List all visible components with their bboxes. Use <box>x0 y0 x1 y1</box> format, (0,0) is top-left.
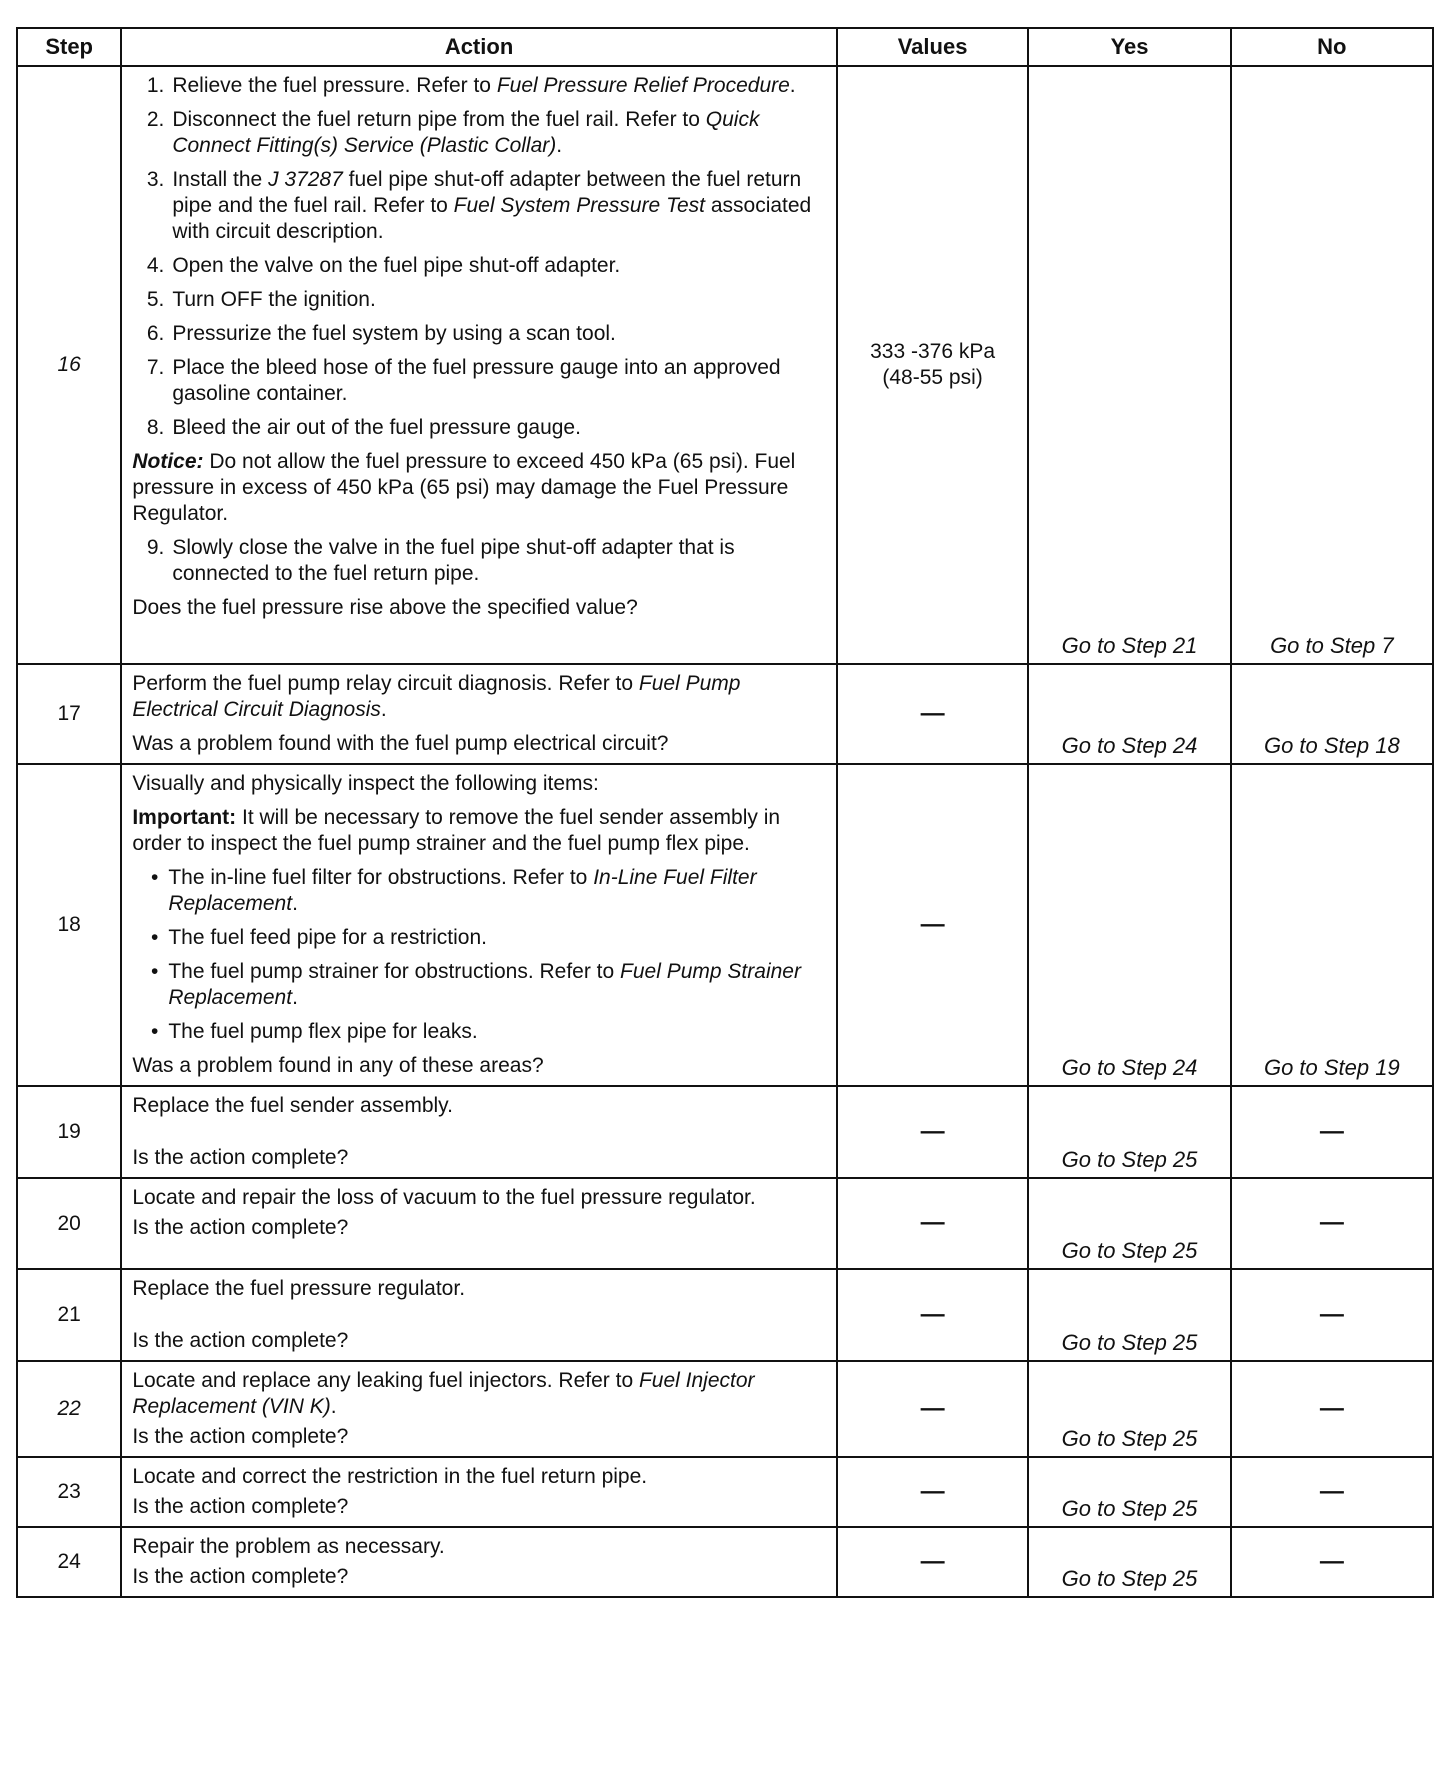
value-cell <box>837 764 1029 1086</box>
no-dash: — <box>1319 1394 1344 1422</box>
no-link[interactable]: Go to Step 19 <box>1231 764 1433 1086</box>
yes-link[interactable]: Go to Step 25 <box>1028 1457 1230 1527</box>
yes-link[interactable]: Go to Step 24 <box>1028 764 1230 1086</box>
question: Is the action complete? <box>132 1425 349 1448</box>
header-row <box>17 28 1433 66</box>
item-number: 5. <box>146 288 165 311</box>
value-dash: — <box>920 1547 945 1575</box>
table-row <box>17 1178 1433 1269</box>
table-row <box>17 1269 1433 1361</box>
list-item <box>132 73 827 99</box>
no-link[interactable]: Go to Step 7 <box>1231 66 1433 664</box>
important-label: Important: <box>132 806 237 829</box>
step-number: 24 <box>17 1527 121 1597</box>
item-number: 8. <box>146 416 165 439</box>
list-item <box>132 959 827 1011</box>
item-text: Relieve the fuel pressure. Refer to <box>172 74 497 97</box>
inspection-list <box>132 865 827 1045</box>
value-psi: (48-55 psi) <box>882 366 983 389</box>
step-number: 22 <box>17 1361 121 1457</box>
value-cell <box>837 664 1029 764</box>
item-text: Perform the fuel pump relay circuit diagnosis. Refer to <box>132 672 639 695</box>
tool-reference: J 37287 <box>268 168 343 191</box>
list-item <box>132 535 827 587</box>
item-text: Locate and replace any leaking fuel injectors. Refer to <box>132 1369 639 1392</box>
list-item <box>132 107 827 159</box>
action-cell <box>121 1457 836 1527</box>
list-item <box>132 167 827 245</box>
procedure-reference: Fuel Pump Electrical Circuit Diagnosis <box>132 672 741 721</box>
procedure-reference: Fuel System Pressure Test <box>453 194 705 217</box>
no-cell <box>1231 1527 1433 1597</box>
item-text: Slowly close the valve in the fuel pipe shut-off adapter that is connected to the fuel return pipe. <box>172 536 735 585</box>
item-text: Disconnect the fuel return pipe from the fuel rail. Refer to <box>172 108 706 131</box>
value-cell <box>837 1361 1029 1457</box>
item-number: 7. <box>146 356 165 379</box>
value-kpa: 333 -376 kPa <box>870 340 996 363</box>
table-row <box>17 1527 1433 1597</box>
list-item <box>132 415 827 441</box>
yes-link[interactable]: Go to Step 25 <box>1028 1086 1230 1178</box>
table-row <box>17 664 1433 764</box>
value-cell <box>837 1178 1029 1269</box>
action-cell <box>121 664 836 764</box>
action-text: Locate and correct the restriction in the fuel return pipe. <box>132 1465 648 1488</box>
list-item <box>132 287 827 313</box>
value-cell <box>837 66 1029 664</box>
yes-link[interactable]: Go to Step 25 <box>1028 1269 1230 1361</box>
value-dash: — <box>920 1117 945 1145</box>
procedure-list <box>132 73 827 441</box>
table-row <box>17 1086 1433 1178</box>
yes-link[interactable]: Go to Step 25 <box>1028 1178 1230 1269</box>
item-text: The fuel pump strainer for obstructions. Refer to <box>168 960 621 983</box>
procedure-reference: Quick Connect Fitting(s) Service (Plastic Collar) <box>172 108 760 157</box>
table-row <box>17 66 1433 664</box>
action-text: Replace the fuel sender assembly. <box>132 1094 453 1117</box>
item-text: associated with circuit description. <box>172 194 812 243</box>
procedure-list <box>132 535 827 587</box>
procedure-reference: Fuel Injector Replacement (VIN K) <box>132 1369 755 1418</box>
value-cell <box>837 1269 1029 1361</box>
action-intro: Visually and physically inspect the following items: <box>132 772 599 795</box>
no-cell <box>1231 1361 1433 1457</box>
item-text: The fuel feed pipe for a restriction. <box>168 926 487 949</box>
notice <box>132 449 827 527</box>
item-number: 3. <box>146 168 165 191</box>
bullet-icon: • <box>150 1020 159 1043</box>
no-cell <box>1231 1269 1433 1361</box>
item-text: . <box>556 134 563 157</box>
bullet-icon: • <box>150 866 159 889</box>
list-item <box>132 925 827 951</box>
value-dash: — <box>920 1300 945 1328</box>
yes-link[interactable]: Go to Step 21 <box>1028 66 1230 664</box>
procedure-reference: Fuel Pressure Relief Procedure <box>496 74 790 97</box>
step-number: 18 <box>17 764 121 1086</box>
procedure-reference: Fuel Pump Strainer Replacement <box>168 960 801 1009</box>
item-text: The fuel pump flex pipe for leaks. <box>168 1020 478 1043</box>
item-text: Install the <box>172 168 269 191</box>
question: Is the action complete? <box>132 1565 349 1588</box>
item-text: Bleed the air out of the fuel pressure gauge. <box>172 416 581 439</box>
item-text: . <box>330 1395 337 1418</box>
step-number: 17 <box>17 664 121 764</box>
yes-link[interactable]: Go to Step 25 <box>1028 1527 1230 1597</box>
item-text: Open the valve on the fuel pipe shut-off adapter. <box>172 254 621 277</box>
list-item <box>132 321 827 347</box>
header-action: Action <box>121 28 836 66</box>
action-cell <box>121 764 836 1086</box>
notice-label: Notice: <box>132 450 204 473</box>
no-cell <box>1231 1178 1433 1269</box>
action-cell <box>121 1178 836 1269</box>
item-text: . <box>380 698 387 721</box>
list-item <box>132 865 827 917</box>
question: Is the action complete? <box>132 1495 349 1518</box>
item-text: Pressurize the fuel system by using a scan tool. <box>172 322 616 345</box>
action-text: Repair the problem as necessary. <box>132 1535 445 1558</box>
value-dash: — <box>920 910 945 938</box>
step-number: 16 <box>17 66 121 664</box>
no-dash: — <box>1319 1117 1344 1145</box>
value-dash: — <box>920 1477 945 1505</box>
action-cell <box>121 1527 836 1597</box>
diagnostic-table <box>16 27 1434 1598</box>
question: Does the fuel pressure rise above the specified value? <box>132 596 638 619</box>
list-item <box>132 253 827 279</box>
question: Is the action complete? <box>132 1146 349 1169</box>
bullet-icon: • <box>150 960 159 983</box>
bullet-icon: • <box>150 926 159 949</box>
important-text: It will be necessary to remove the fuel sender assembly in order to inspect the fuel pump strainer and the fuel pump flex pipe. <box>132 806 781 855</box>
action-cell <box>121 1269 836 1361</box>
important-note <box>132 805 827 857</box>
item-number: 6. <box>146 322 165 345</box>
item-text: . <box>789 74 796 97</box>
table-row <box>17 764 1433 1086</box>
step-number: 20 <box>17 1178 121 1269</box>
value-dash: — <box>920 699 945 727</box>
item-text: Turn OFF the ignition. <box>172 288 376 311</box>
item-text: . <box>292 986 298 1009</box>
table-row <box>17 1457 1433 1527</box>
header-values: Values <box>837 28 1029 66</box>
step-number: 21 <box>17 1269 121 1361</box>
no-dash: — <box>1319 1300 1344 1328</box>
question: Was a problem found with the fuel pump electrical circuit? <box>132 732 669 755</box>
no-link[interactable]: Go to Step 18 <box>1231 664 1433 764</box>
item-text: fuel pipe shut-off adapter between the fuel return pipe and the fuel rail. Refer to <box>172 168 802 217</box>
question: Is the action complete? <box>132 1329 349 1352</box>
yes-link[interactable]: Go to Step 25 <box>1028 1361 1230 1457</box>
value-cell <box>837 1457 1029 1527</box>
no-dash: — <box>1319 1547 1344 1575</box>
value-cell <box>837 1086 1029 1178</box>
item-number: 1. <box>146 74 165 97</box>
item-number: 2. <box>146 108 165 131</box>
table-row <box>17 1361 1433 1457</box>
header-no: No <box>1231 28 1433 66</box>
value-dash: — <box>920 1209 945 1236</box>
action-text: Replace the fuel pressure regulator. <box>132 1277 466 1300</box>
step-number: 23 <box>17 1457 121 1527</box>
action-cell <box>121 1361 836 1457</box>
step-number: 19 <box>17 1086 121 1178</box>
item-number: 9. <box>146 536 165 559</box>
procedure-reference: In-Line Fuel Filter Replacement <box>168 866 757 915</box>
list-item <box>132 1019 827 1045</box>
notice-text: Do not allow the fuel pressure to exceed 450 kPa (65 psi). Fuel pressure in excess of 450 kPa (65 psi) may damage the Fuel Pressure Regulator. <box>132 450 796 525</box>
action-text <box>132 1368 827 1420</box>
action-cell <box>121 1086 836 1178</box>
header-yes: Yes <box>1028 28 1230 66</box>
action-text <box>132 671 827 723</box>
header-step: Step <box>17 28 121 66</box>
item-text: . <box>292 892 298 915</box>
no-cell <box>1231 1457 1433 1527</box>
item-number: 4. <box>146 254 165 277</box>
action-text: Locate and repair the loss of vacuum to the fuel pressure regulator. <box>132 1186 756 1209</box>
list-item <box>132 355 827 407</box>
item-text: Place the bleed hose of the fuel pressure gauge into an approved gasoline container. <box>172 356 781 405</box>
question: Was a problem found in any of these areas? <box>132 1054 544 1077</box>
yes-link[interactable]: Go to Step 24 <box>1028 664 1230 764</box>
item-text: The in-line fuel filter for obstructions. Refer to <box>168 866 594 889</box>
no-cell <box>1231 1086 1433 1178</box>
no-dash: — <box>1319 1477 1344 1505</box>
value-dash: — <box>920 1394 945 1422</box>
diagnostic-table-page <box>16 27 1434 1598</box>
value-cell <box>837 1527 1029 1597</box>
no-dash: — <box>1319 1209 1344 1236</box>
question: Is the action complete? <box>132 1216 349 1239</box>
action-cell <box>121 66 836 664</box>
